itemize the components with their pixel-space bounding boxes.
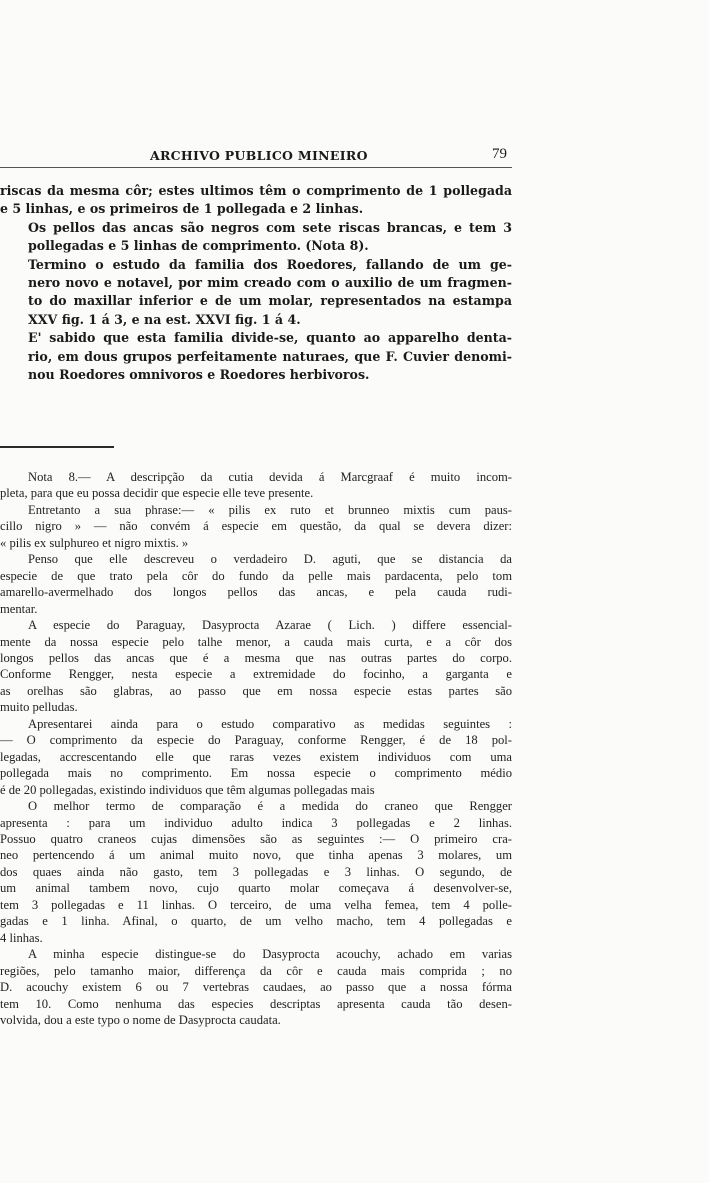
note-line: mente da nossa especie pelo talhe menor, a cauda mais curta, e a côr dos — [0, 634, 512, 649]
note-line: mentar. — [0, 601, 38, 616]
running-header — [0, 144, 709, 168]
note-line: regiões, pelo tamanho maior, differença da côr e cauda mais comprida ; no — [0, 963, 512, 978]
note-line: legadas, accrescentando elle que raras vezes existem individuos com uma — [0, 749, 512, 764]
footnote-divider — [0, 446, 114, 448]
body-line: pollegadas e 5 linhas de comprimento. (Nota 8). — [28, 238, 369, 254]
note-line: dos quaes ainda não gasto, tem 3 pollegadas e 3 linhas. O segundo, de — [0, 864, 512, 879]
note-line: Possuo quatro craneos cujas dimensões são as seguintes :— O primeiro cra- — [0, 831, 512, 846]
header-rule — [0, 167, 512, 168]
body-line: e 5 linhas, e os primeiros de 1 pollegada e 2 linhas. — [0, 201, 364, 217]
note-paragraph — [0, 617, 512, 716]
note-line: 4 linhas. — [0, 930, 43, 945]
note-line: é de 20 pollegadas, existindo individuos que têm algumas pollegadas mais — [0, 782, 375, 797]
note-line: as orelhas são glabras, ao passo que em nossa especie estas partes são — [0, 683, 512, 698]
note-line: tem 3 pollegadas e 11 linhas. O terceiro, de uma velha femea, tem 4 polle- — [0, 897, 512, 912]
note-line: volvida, dou a este typo o nome de Dasyprocta caudata. — [0, 1012, 281, 1027]
body-paragraph — [0, 329, 512, 384]
note-paragraph — [0, 798, 512, 946]
note-line: cillo nigro » — não convém á especie em questão, da qual se devera dizer: — [0, 519, 512, 534]
note-line: D. acouchy existem 6 ou 7 vertebras caudaes, ao passo que a nossa fórma — [0, 980, 512, 995]
note-line: muito pelludas. — [0, 700, 78, 715]
note-line: Penso que elle descreveu o verdadeiro D. aguti, que se distancia da — [28, 552, 512, 567]
body-line: nero novo e notavel, por mim creado com o auxilio de um fragmen- — [28, 275, 512, 291]
note-line: um animal tambem novo, cujo quarto molar começava á desenvolver-se, — [0, 881, 512, 896]
note-line: Entretanto a sua phrase:— « pilis ex ruto et brunneo mixtis cum paus- — [28, 502, 512, 517]
note-paragraph — [0, 551, 512, 617]
note-paragraph — [0, 716, 512, 798]
note-line: neo pertencendo á um animal muito novo, que tinha apenas 3 molares, um — [0, 848, 512, 863]
body-line: riscas da mesma côr; estes ultimos têm o comprimento de 1 pollegada — [0, 183, 512, 198]
note-line: gadas e 1 linha. Afinal, o quarto, de um velho macho, tem 4 pollegadas e — [0, 914, 512, 929]
note-line: tem 10. Como nenhuma das especies descriptas apresenta cauda tão desen- — [0, 996, 512, 1011]
note-paragraph — [0, 946, 512, 1028]
footnote-text — [0, 469, 512, 1028]
note-line: Apresentarei ainda para o estudo comparativo as medidas seguintes : — [28, 716, 512, 731]
note-line: — O comprimento da especie do Paraguay, conforme Rengger, é de 18 pol- — [0, 733, 512, 748]
running-title: ARCHIVO PUBLICO MINEIRO — [150, 148, 368, 163]
note-paragraph — [0, 502, 512, 551]
note-line: Conforme Rengger, nesta especie a extremidade do focinho, a garganta e — [0, 667, 512, 682]
note-line: pollegada mais no comprimento. Em nossa especie o comprimento médio — [0, 766, 512, 781]
body-paragraph — [0, 182, 512, 219]
main-body-text — [0, 182, 512, 384]
note-line: especie de que trato pela côr do fundo da pelle mais pardacenta, pelo tom — [0, 568, 512, 583]
body-line: rio, em dous grupos perfeitamente naturaes, que F. Cuvier denomi- — [28, 348, 512, 364]
page-number: 79 — [492, 146, 507, 162]
body-line: E' sabido que esta familia divide-se, quanto ao apparelho denta- — [28, 330, 512, 346]
note-line: longos pellos das ancas que é a mesma que nas outras partes do corpo. — [0, 650, 512, 665]
body-line: nou Roedores omnivoros e Roedores herbivoros. — [28, 367, 370, 383]
body-paragraph — [0, 219, 512, 256]
note-line: O melhor termo de comparação é a medida do craneo que Rengger — [28, 799, 512, 814]
note-line: apresenta : para um individuo adulto indica 3 pollegadas e 2 linhas. — [0, 815, 512, 830]
note-line: A especie do Paraguay, Dasyprocta Azarae ( Lich. ) differe essencial- — [28, 618, 512, 633]
note-line: Nota 8.— A descripção da cutia devida á Marcgraaf é muito incom- — [28, 470, 512, 484]
body-line: XXV fig. 1 á 3, e na est. XXVI fig. 1 á 4. — [28, 311, 301, 327]
note-line: « pilis ex sulphureo et nigro mixtis. » — [0, 535, 189, 550]
body-line: Os pellos das ancas são negros com sete riscas brancas, e tem 3 — [28, 219, 512, 235]
body-line: to do maxillar inferior e de um molar, representados na estampa — [28, 293, 512, 309]
note-line: amarello-avermelhado dos longos pellos das ancas, e pela cauda rudi- — [0, 585, 512, 600]
body-paragraph — [0, 256, 512, 330]
note-line: pleta, para que eu possa decidir que especie elle teve presente. — [0, 486, 314, 501]
body-line: Termino o estudo da familia dos Roedores, fallando de um ge- — [28, 256, 512, 272]
note-line: A minha especie distingue-se do Dasyprocta acouchy, achado em varias — [28, 947, 512, 962]
note-paragraph — [0, 469, 512, 502]
